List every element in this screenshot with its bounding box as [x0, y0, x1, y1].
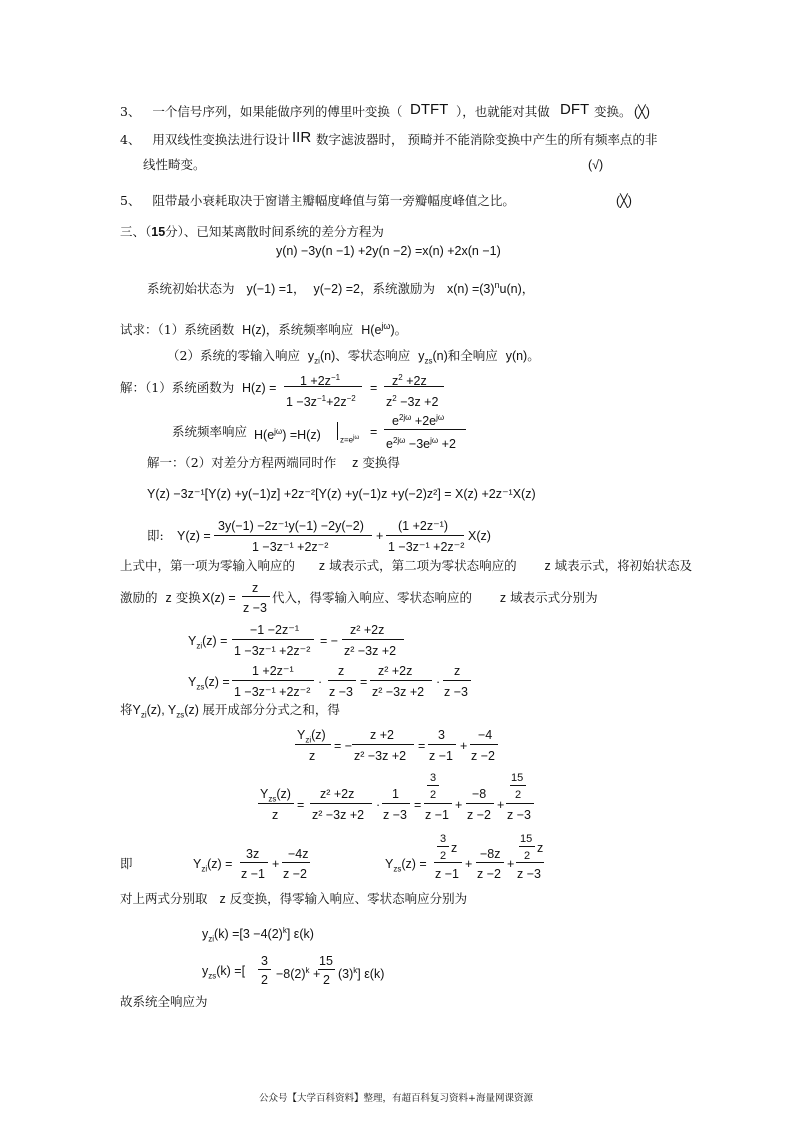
yzs-num1: 1 +2z⁻¹	[252, 664, 294, 678]
yzi-fraction-bar-1	[232, 639, 314, 640]
expand-sentence: 将$Y_{zi}(z)$, $Y_{zs}(z)$ 展开成部分分式之和，得	[120, 702, 340, 720]
term-dtft: DTFT	[410, 101, 449, 118]
yzs-time-f1-bar	[258, 969, 271, 970]
pf1-fraction-bar-1	[352, 744, 414, 745]
yzs-time-f2-den: 2	[323, 973, 330, 987]
yzi-den1: 1 −3z⁻¹ +2z⁻²	[234, 644, 311, 658]
pf1-lden: z	[309, 749, 316, 763]
freq-eval-bar	[337, 422, 338, 440]
pf1-eq: = −	[334, 739, 353, 753]
pf2-den5: z −3	[507, 808, 531, 822]
pf1-fraction-bar-l	[295, 744, 331, 745]
yzi-lhs: $Y_{zi}(z)$ =	[188, 634, 228, 651]
res-c2-num: 15	[520, 833, 533, 845]
item-3-text-c: 变换。	[594, 104, 632, 119]
item-4-mark: (√)	[588, 158, 604, 172]
pf2-c1-num: 3	[430, 772, 437, 784]
pf2-plus2: +	[497, 798, 505, 812]
hz-den1: $1 -3z^{-1}+2z^{-2}$	[286, 394, 356, 410]
initial-conditions: 系统初始状态为 y(−1) =1， y(−2) =2，系统激励为 $x(n) =(3)^nu(n)$，	[147, 280, 535, 297]
xz-den: z −3	[243, 601, 267, 615]
yzs-time-f2-bar	[318, 969, 335, 970]
yzs-num4: z	[454, 664, 461, 678]
res-d4: z −2	[477, 867, 501, 881]
pf2-fraction-bar-4	[466, 803, 494, 804]
res-n4: −8z	[480, 847, 501, 861]
res-plus: +	[272, 857, 280, 871]
res-c1-z: z	[451, 841, 458, 855]
res-d3: z −1	[435, 867, 459, 881]
yzi-fraction-bar-2	[342, 639, 404, 640]
res-bar-3	[434, 862, 462, 863]
freq-eval-sub: $z=e^{j\omega}$	[340, 435, 360, 445]
pf1-fraction-bar-3	[470, 744, 498, 745]
res-yzs-lhs: $Y_{zs}(z)$ =	[385, 857, 427, 874]
pf2-c2-bar	[510, 785, 526, 786]
pf2-num2: 1	[392, 787, 399, 801]
item-3-mark: (╳)	[634, 105, 650, 119]
pf2-fraction-bar-2	[382, 803, 410, 804]
question-1: 试求：（1）系统函数 H(z)，系统频率响应 $H(e^{j\omega})$。	[120, 321, 408, 338]
para-1: 上式中，第一项为零输入响应的 z 域表示式，第二项为零状态响应的 z 域表示式，将初始状态及	[120, 558, 693, 573]
hz-fraction-bar-2	[384, 386, 444, 387]
freq-num: $e^{2j\omega} +2e^{j\omega}$	[392, 413, 445, 429]
item-3-text-b: ），也就能对其做	[456, 104, 550, 119]
res-c2-bar	[519, 846, 535, 847]
yz-tail: X(z)	[468, 529, 491, 543]
section-3-heading: 三、（15分）、已知某离散时间系统的差分方程为	[120, 224, 384, 239]
freq-lhs: $H(e^{j\omega}) =H(z)$	[254, 427, 321, 443]
pf2-eq: =	[297, 798, 305, 812]
res-bar-2	[282, 862, 310, 863]
pf1-eq2: =	[418, 739, 426, 753]
yz-den1: 1 −3z⁻¹ +2z⁻²	[252, 540, 329, 554]
res-n1: 3z	[246, 847, 260, 861]
res-d1: z −1	[241, 867, 265, 881]
solution-2-label: 解一：（2）对差分方程两端同时作 z 变换得	[147, 455, 400, 470]
yzi-den2: z² −3z +2	[344, 644, 397, 658]
yzs-fraction-bar-2	[328, 680, 356, 681]
yzs-eq: =	[360, 675, 368, 689]
pf1-num2: 3	[438, 728, 445, 742]
yzs-den1: 1 −3z⁻¹ +2z⁻²	[234, 685, 311, 699]
pf1-num3: −4	[478, 728, 493, 742]
pf2-fraction-bar-1	[310, 803, 372, 804]
yz-num2: (1 +2z⁻¹)	[398, 519, 449, 533]
res-c1-den: 2	[440, 850, 447, 862]
yzs-fraction-bar-4	[443, 680, 471, 681]
pf2-plus: +	[455, 798, 463, 812]
yz-label: 即:	[147, 528, 164, 543]
pf2-den2: z −3	[383, 808, 407, 822]
pf1-den3: z −2	[471, 749, 495, 763]
hz-num1: $1 +2z^{-1}$	[300, 373, 341, 389]
item-4-line2: 线性畸变。	[143, 157, 206, 172]
pf2-num4: −8	[472, 787, 487, 801]
yzs-dot: ·	[318, 675, 323, 689]
final-line: 故系统全响应为	[120, 994, 208, 1009]
yzs-time-f2-num: 15	[319, 954, 333, 968]
res-yzi-lhs: $Y_{zi}(z)$ =	[193, 857, 233, 874]
pf2-fraction-bar-3	[424, 803, 452, 804]
pf1-den1: z² −3z +2	[354, 749, 407, 763]
yzs-num3: z² +2z	[378, 664, 413, 678]
para-2-b: 代入，得零输入响应、零状态响应的 z 域表示式分别为	[272, 590, 598, 605]
xz-lhs: X(z) =	[202, 591, 236, 605]
solution-1-label: 解：（1）系统函数为	[120, 380, 235, 395]
yzs-den2: z −3	[329, 685, 353, 699]
yzs-den4: z −3	[444, 685, 468, 699]
pf1-plus: +	[460, 739, 468, 753]
pf1-fraction-bar-2	[428, 744, 456, 745]
yzs-time-mid: $-8(2)^k$ +	[276, 966, 321, 982]
yzs-time-f1-num: 3	[261, 954, 268, 968]
pf2-lden: z	[272, 808, 279, 822]
term-iir: IIR	[292, 129, 312, 146]
hz-num2: $z^2 +2z$	[392, 373, 427, 389]
pf1-lnum: $Y_{zi}(z)$	[297, 728, 326, 745]
yzs-time-f1-den: 2	[261, 973, 268, 987]
yz-den2: 1 −3z⁻¹ +2z⁻²	[388, 540, 465, 554]
res-d2: z −2	[283, 867, 307, 881]
hz-eq: =	[370, 381, 378, 395]
yzs-fraction-bar-3	[370, 680, 432, 681]
freq-den: $e^{2j\omega} -3e^{j\omega} +2$	[386, 436, 456, 452]
res-c2-den: 2	[524, 850, 531, 862]
hz-den2: $z^2 -3z +2$	[386, 394, 439, 410]
res-c1-bar	[437, 846, 449, 847]
pf1-den2: z −1	[429, 749, 453, 763]
res-bar-5	[516, 862, 544, 863]
pf2-c2-num: 15	[511, 772, 524, 784]
pf2-c1-bar	[427, 785, 439, 786]
footer-note: 公众号【大学百科资料】整理，有超百科复习资料+海量网课资源	[259, 1093, 533, 1104]
result-label: 即	[120, 856, 133, 871]
yzs-lhs: $Y_{zs}(z)$ =	[188, 675, 230, 692]
item-5: 5、 阻带最小衰耗取决于窗谱主瓣幅度峰值与第一旁瓣幅度峰值之比。	[120, 193, 515, 208]
res-plus2: +	[465, 857, 473, 871]
item-5-mark: (╳)	[616, 194, 632, 208]
yzs-time-end: $(3)^k$] ε(k)	[338, 966, 385, 982]
res-bar-1	[240, 862, 268, 863]
res-d5: z −3	[517, 867, 541, 881]
res-c1-num: 3	[440, 833, 447, 845]
item-3: 3、 一个信号序列，如果能做序列的傅里叶变换（	[120, 104, 403, 119]
pf2-c2-den: 2	[515, 789, 522, 801]
difference-equation: y(n) −3y(n −1) +2y(n −2) =x(n) +2x(n −1)	[276, 244, 501, 258]
freq-label: 系统频率响应	[172, 424, 248, 439]
z-transform-equation: Y(z) −3z⁻¹[Y(z) +y(−1)z] +2z⁻²[Y(z) +y(−1)z +y(−2)z²] = X(z) +2z⁻¹X(z)	[147, 487, 536, 501]
res-plus3: +	[507, 857, 515, 871]
yzs-time-lhs: $y_{zs}(k)$ =[	[202, 964, 246, 981]
hz-lhs: H(z) =	[242, 381, 277, 395]
para-2-a: 激励的 z 变换	[120, 590, 201, 605]
yzi-time: $y_{zi}(k) =[3 -4(2)^k]$ ε(k)	[202, 926, 314, 944]
pf2-den3: z −1	[425, 808, 449, 822]
pf2-dot: ·	[376, 798, 381, 812]
yzs-fraction-bar-1	[232, 680, 314, 681]
yzi-eq: = −	[320, 634, 339, 648]
pf2-c1-den: 2	[430, 789, 437, 801]
xz-num: z	[252, 581, 259, 595]
pf2-fraction-bar-l	[258, 803, 294, 804]
pf2-num1: z² +2z	[320, 787, 355, 801]
res-c2-z: z	[537, 841, 544, 855]
res-n2: −4z	[288, 847, 309, 861]
xz-fraction-bar	[242, 596, 270, 597]
inverse-sentence: 对上两式分别取 z 反变换，得零输入响应、零状态响应分别为	[120, 891, 468, 906]
pf2-eq2: =	[414, 798, 422, 812]
yzs-den3: z² −3z +2	[372, 685, 425, 699]
pf2-lnum: $Y_{zs}(z)$	[260, 787, 291, 804]
yzs-num2: z	[338, 664, 345, 678]
yzs-dot2: ·	[436, 675, 441, 689]
pf2-fraction-bar-5	[506, 803, 534, 804]
res-bar-4	[476, 862, 504, 863]
freq-fraction-bar	[384, 429, 466, 430]
yz-fraction-bar-1	[214, 535, 372, 536]
yz-num1: 3y(−1) −2z⁻¹y(−1) −2y(−2)	[218, 519, 364, 533]
hz-fraction-bar-1	[284, 386, 362, 387]
pf2-den1: z² −3z +2	[312, 808, 365, 822]
pf1-num1: z +2	[370, 728, 394, 742]
yz-fraction-bar-2	[386, 535, 464, 536]
yz-plus: +	[376, 529, 384, 543]
freq-eq: =	[370, 425, 378, 439]
yzi-num2: z² +2z	[350, 623, 385, 637]
pf2-den4: z −2	[467, 808, 491, 822]
item-4: 4、 用双线性变换法进行设计	[120, 132, 290, 147]
item-4-text-b: 数字滤波器时， 预畸并不能消除变换中产生的所有频率点的非	[316, 132, 658, 147]
question-2: （2）系统的零输入响应 $y_{zi}(n)$、零状态响应 $y_{zs}(n)$和全响应 y(n)。	[167, 348, 540, 366]
term-dft: DFT	[560, 101, 590, 118]
yzi-num1: −1 −2z⁻¹	[250, 623, 299, 637]
yz-lhs: Y(z) =	[177, 529, 211, 543]
